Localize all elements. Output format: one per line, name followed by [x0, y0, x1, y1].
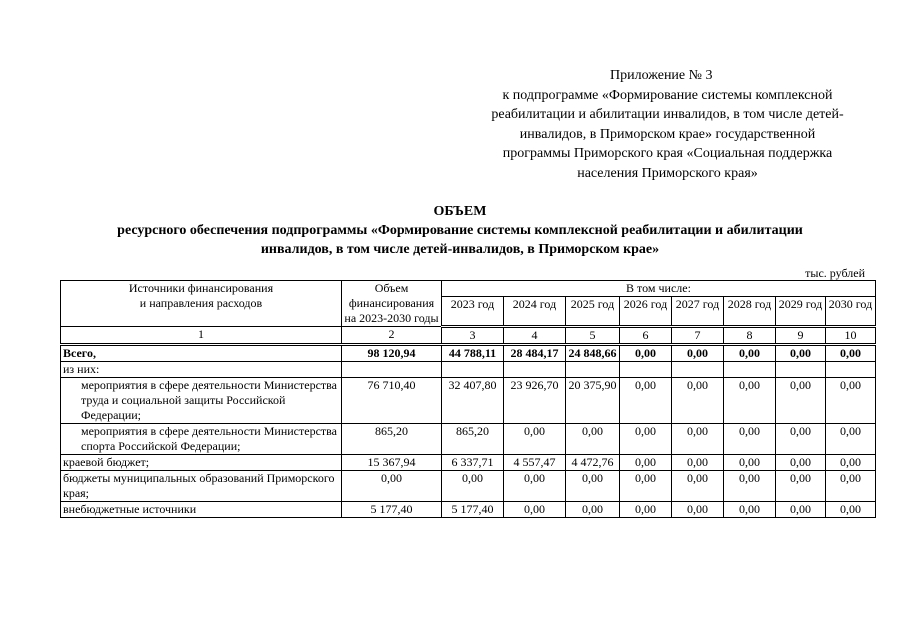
appendix-note [470, 66, 865, 183]
column-number: 9 [776, 327, 826, 345]
appendix-line: программы Приморского края «Социальная поддержка [502, 146, 833, 161]
cell-value: 0,00 [620, 455, 672, 471]
appendix-number: Приложение № 3 [610, 68, 713, 83]
row-label: внебюджетные источники [61, 502, 342, 518]
cell-value: 0,00 [504, 471, 566, 502]
header-source [61, 281, 342, 327]
cell-value: 0,00 [724, 471, 776, 502]
resource-table [60, 280, 876, 518]
cell-value: 0,00 [620, 502, 672, 518]
cell-value: 0,00 [672, 502, 724, 518]
cell-value: 23 926,70 [504, 378, 566, 424]
cell-value: 0,00 [342, 471, 442, 502]
header-including: В том числе: [442, 281, 876, 297]
header-year: 2023 год [442, 297, 504, 327]
cell-value: 4 557,47 [504, 455, 566, 471]
cell-value: 0,00 [672, 345, 724, 362]
header-volume [342, 281, 442, 327]
cell-value: 5 177,40 [442, 502, 504, 518]
cell-value: 0,00 [776, 378, 826, 424]
row-label: краевой бюджет; [61, 455, 342, 471]
cell-value: 0,00 [442, 471, 504, 502]
cell-value: 0,00 [566, 471, 620, 502]
header-source-line: Источники финансирования [128, 281, 274, 295]
cell-empty [504, 362, 566, 378]
header-year: 2026 год [620, 297, 672, 327]
cell-value: 32 407,80 [442, 378, 504, 424]
units-label: тыс. рублей [805, 266, 865, 280]
cell-value: 0,00 [620, 424, 672, 455]
header-year: 2028 год [724, 297, 776, 327]
cell-value: 0,00 [826, 424, 876, 455]
cell-value: 0,00 [672, 455, 724, 471]
cell-value: 0,00 [776, 424, 826, 455]
cell-value: 0,00 [826, 471, 876, 502]
row-label: из них: [61, 362, 342, 378]
cell-value: 5 177,40 [342, 502, 442, 518]
cell-value: 0,00 [724, 345, 776, 362]
cell-value: 0,00 [566, 502, 620, 518]
cell-value: 0,00 [620, 378, 672, 424]
appendix-line: инвалидов, в Приморском крае» государственной [519, 126, 816, 142]
cell-value: 0,00 [672, 424, 724, 455]
header-volume-line: финансирования [348, 296, 435, 310]
cell-value: 0,00 [672, 471, 724, 502]
cell-empty [826, 362, 876, 378]
cell-value: 0,00 [724, 424, 776, 455]
cell-value: 0,00 [504, 502, 566, 518]
header-year: 2025 год [566, 297, 620, 327]
cell-value: 0,00 [826, 378, 876, 424]
cell-value: 0,00 [826, 455, 876, 471]
column-number: 10 [826, 327, 876, 345]
cell-value: 44 788,11 [442, 345, 504, 362]
cell-value: 865,20 [342, 424, 442, 455]
column-number: 5 [566, 327, 620, 345]
header-year: 2027 год [672, 297, 724, 327]
column-number: 7 [672, 327, 724, 345]
cell-value: 28 484,17 [504, 345, 566, 362]
appendix-line: к подпрограмме «Формирование системы комплексной [502, 87, 833, 103]
header-year: 2030 год [826, 297, 876, 327]
cell-value: 76 710,40 [342, 378, 442, 424]
title-heading: ОБЪЕМ [433, 204, 487, 219]
cell-value: 24 848,66 [566, 345, 620, 362]
row-label: бюджеты муниципальных образований Приморского края; [61, 471, 342, 502]
header-year: 2029 год [776, 297, 826, 327]
title-line-1: ресурсного обеспечения подпрограммы «Формирование системы комплексной реабилитации и абилитации [117, 223, 803, 238]
column-number: 4 [504, 327, 566, 345]
cell-value: 0,00 [826, 345, 876, 362]
cell-value: 0,00 [620, 345, 672, 362]
header-volume-line: на 2023-2030 годы [344, 311, 439, 325]
cell-value: 20 375,90 [566, 378, 620, 424]
column-number: 8 [724, 327, 776, 345]
cell-value: 0,00 [724, 502, 776, 518]
header-source-line: и направления расходов [139, 296, 263, 310]
cell-value: 98 120,94 [342, 345, 442, 362]
cell-empty [566, 362, 620, 378]
cell-value: 0,00 [724, 455, 776, 471]
row-label: мероприятия в сфере деятельности Министерства спорта Российской Федерации; [61, 424, 342, 455]
column-number: 1 [61, 327, 342, 345]
cell-value: 0,00 [620, 471, 672, 502]
cell-value: 865,20 [442, 424, 504, 455]
column-number: 6 [620, 327, 672, 345]
cell-empty [672, 362, 724, 378]
cell-value: 0,00 [504, 424, 566, 455]
column-number: 3 [442, 327, 504, 345]
cell-value: 0,00 [826, 502, 876, 518]
cell-value: 6 337,71 [442, 455, 504, 471]
cell-value: 0,00 [776, 455, 826, 471]
cell-value: 0,00 [776, 502, 826, 518]
cell-empty [776, 362, 826, 378]
cell-empty [620, 362, 672, 378]
cell-value: 0,00 [672, 378, 724, 424]
cell-empty [342, 362, 442, 378]
cell-empty [442, 362, 504, 378]
cell-value: 0,00 [776, 471, 826, 502]
column-number: 2 [342, 327, 442, 345]
cell-value: 0,00 [566, 424, 620, 455]
header-year: 2024 год [504, 297, 566, 327]
document-title [40, 202, 880, 259]
appendix-line: реабилитации и абилитации инвалидов, в том числе детей- [491, 107, 844, 122]
row-label: мероприятия в сфере деятельности Министерства труда и социальной защиты Российской Федерации; [61, 378, 342, 424]
appendix-line: населения Приморского края» [577, 165, 758, 181]
cell-value: 4 472,76 [566, 455, 620, 471]
cell-empty [724, 362, 776, 378]
cell-value: 0,00 [776, 345, 826, 362]
cell-value: 15 367,94 [342, 455, 442, 471]
cell-value: 0,00 [724, 378, 776, 424]
header-volume-line: Объем [374, 281, 409, 295]
row-label: Всего, [61, 345, 342, 362]
title-line-2: инвалидов, в том числе детей-инвалидов, в Приморском крае» [260, 242, 660, 257]
